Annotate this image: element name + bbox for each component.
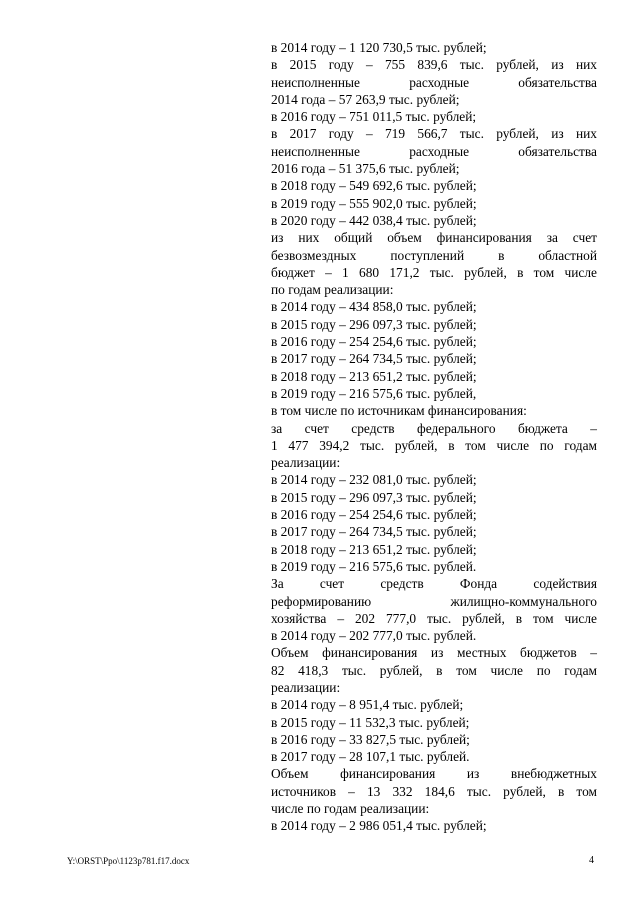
text-line: в 2019 году – 216 575,6 тыс. рублей,: [271, 385, 477, 401]
text-line: из них общий объем финансирования за счет: [271, 230, 597, 246]
text-line: 1 477 394,2 тыс. рублей, в том числе по годам: [271, 437, 597, 453]
text-line: за счет средств федерального бюджета –: [271, 420, 597, 436]
text-line: в 2016 году – 751 011,5 тыс. рублей;: [271, 109, 477, 125]
text-line: в том числе по источникам финансирования:: [271, 403, 527, 419]
text-line: реализации:: [271, 455, 341, 471]
text-line: в 2016 году – 254 254,6 тыс. рублей;: [271, 507, 477, 523]
text-line: 2016 года – 51 375,6 тыс. рублей;: [271, 161, 460, 177]
text-line: в 2015 году – 296 097,3 тыс. рублей;: [271, 489, 477, 505]
text-line: в 2014 году – 434 858,0 тыс. рублей;: [271, 299, 477, 315]
text-line: бюджет – 1 680 171,2 тыс. рублей, в том числе: [271, 264, 597, 280]
text-line: 2014 года – 57 263,9 тыс. рублей;: [271, 91, 460, 107]
text-line: Объем финансирования из местных бюджетов –: [271, 645, 597, 661]
text-line: числе по годам реализации:: [271, 801, 430, 817]
text-line: в 2014 году – 202 777,0 тыс. рублей.: [271, 628, 477, 644]
text-line: в 2015 году – 755 839,6 тыс. рублей, из них: [271, 57, 597, 73]
text-line: в 2018 году – 213 651,2 тыс. рублей;: [271, 368, 477, 384]
text-line: в 2015 году – 11 532,3 тыс. рублей;: [271, 714, 470, 730]
text-line: безвозмездных поступлений в областной: [271, 247, 597, 263]
page-number: 4: [589, 855, 594, 866]
text-line: в 2018 году – 549 692,6 тыс. рублей;: [271, 178, 477, 194]
text-line: в 2015 году – 296 097,3 тыс. рублей;: [271, 316, 477, 332]
document-body-text: [271, 39, 597, 835]
text-line: хозяйства – 202 777,0 тыс. рублей, в том числе: [271, 610, 597, 626]
text-line: в 2018 году – 213 651,2 тыс. рублей;: [271, 541, 477, 557]
text-line: реализации:: [271, 679, 341, 695]
text-line: в 2014 году – 1 120 730,5 тыс. рублей;: [271, 40, 487, 55]
footer-file-path: Y:\ORST\Ppo\1123p781.f17.docx: [67, 856, 190, 866]
text-line: по годам реализации:: [271, 282, 394, 298]
text-line: в 2014 году – 232 081,0 тыс. рублей;: [271, 472, 477, 488]
text-line: в 2017 году – 264 734,5 тыс. рублей;: [271, 524, 477, 540]
text-line: неисполненные расходные обязательства: [271, 143, 597, 159]
text-line: в 2014 году – 2 986 051,4 тыс. рублей;: [271, 818, 487, 834]
text-line: в 2019 году – 555 902,0 тыс. рублей;: [271, 195, 477, 211]
text-line: в 2014 году – 8 951,4 тыс. рублей;: [271, 697, 464, 713]
text-line: в 2017 году – 264 734,5 тыс. рублей;: [271, 351, 477, 367]
text-line: в 2017 году – 719 566,7 тыс. рублей, из них: [271, 126, 597, 142]
text-line: в 2020 году – 442 038,4 тыс. рублей;: [271, 212, 477, 228]
text-line: в 2019 году – 216 575,6 тыс. рублей.: [271, 558, 477, 574]
text-line: неисполненные расходные обязательства: [271, 74, 597, 90]
text-line: 82 418,3 тыс. рублей, в том числе по годам: [271, 662, 597, 678]
text-line: реформированию жилищно-коммунального: [271, 593, 597, 609]
text-line: За счет средств Фонда содействия: [271, 576, 597, 592]
text-line: источников – 13 332 184,6 тыс. рублей, в том: [271, 783, 597, 799]
text-line: в 2016 году – 33 827,5 тыс. рублей;: [271, 731, 470, 747]
text-line: Объем финансирования из внебюджетных: [271, 766, 597, 782]
text-line: в 2017 году – 28 107,1 тыс. рублей.: [271, 749, 470, 765]
text-line: в 2016 году – 254 254,6 тыс. рублей;: [271, 334, 477, 350]
